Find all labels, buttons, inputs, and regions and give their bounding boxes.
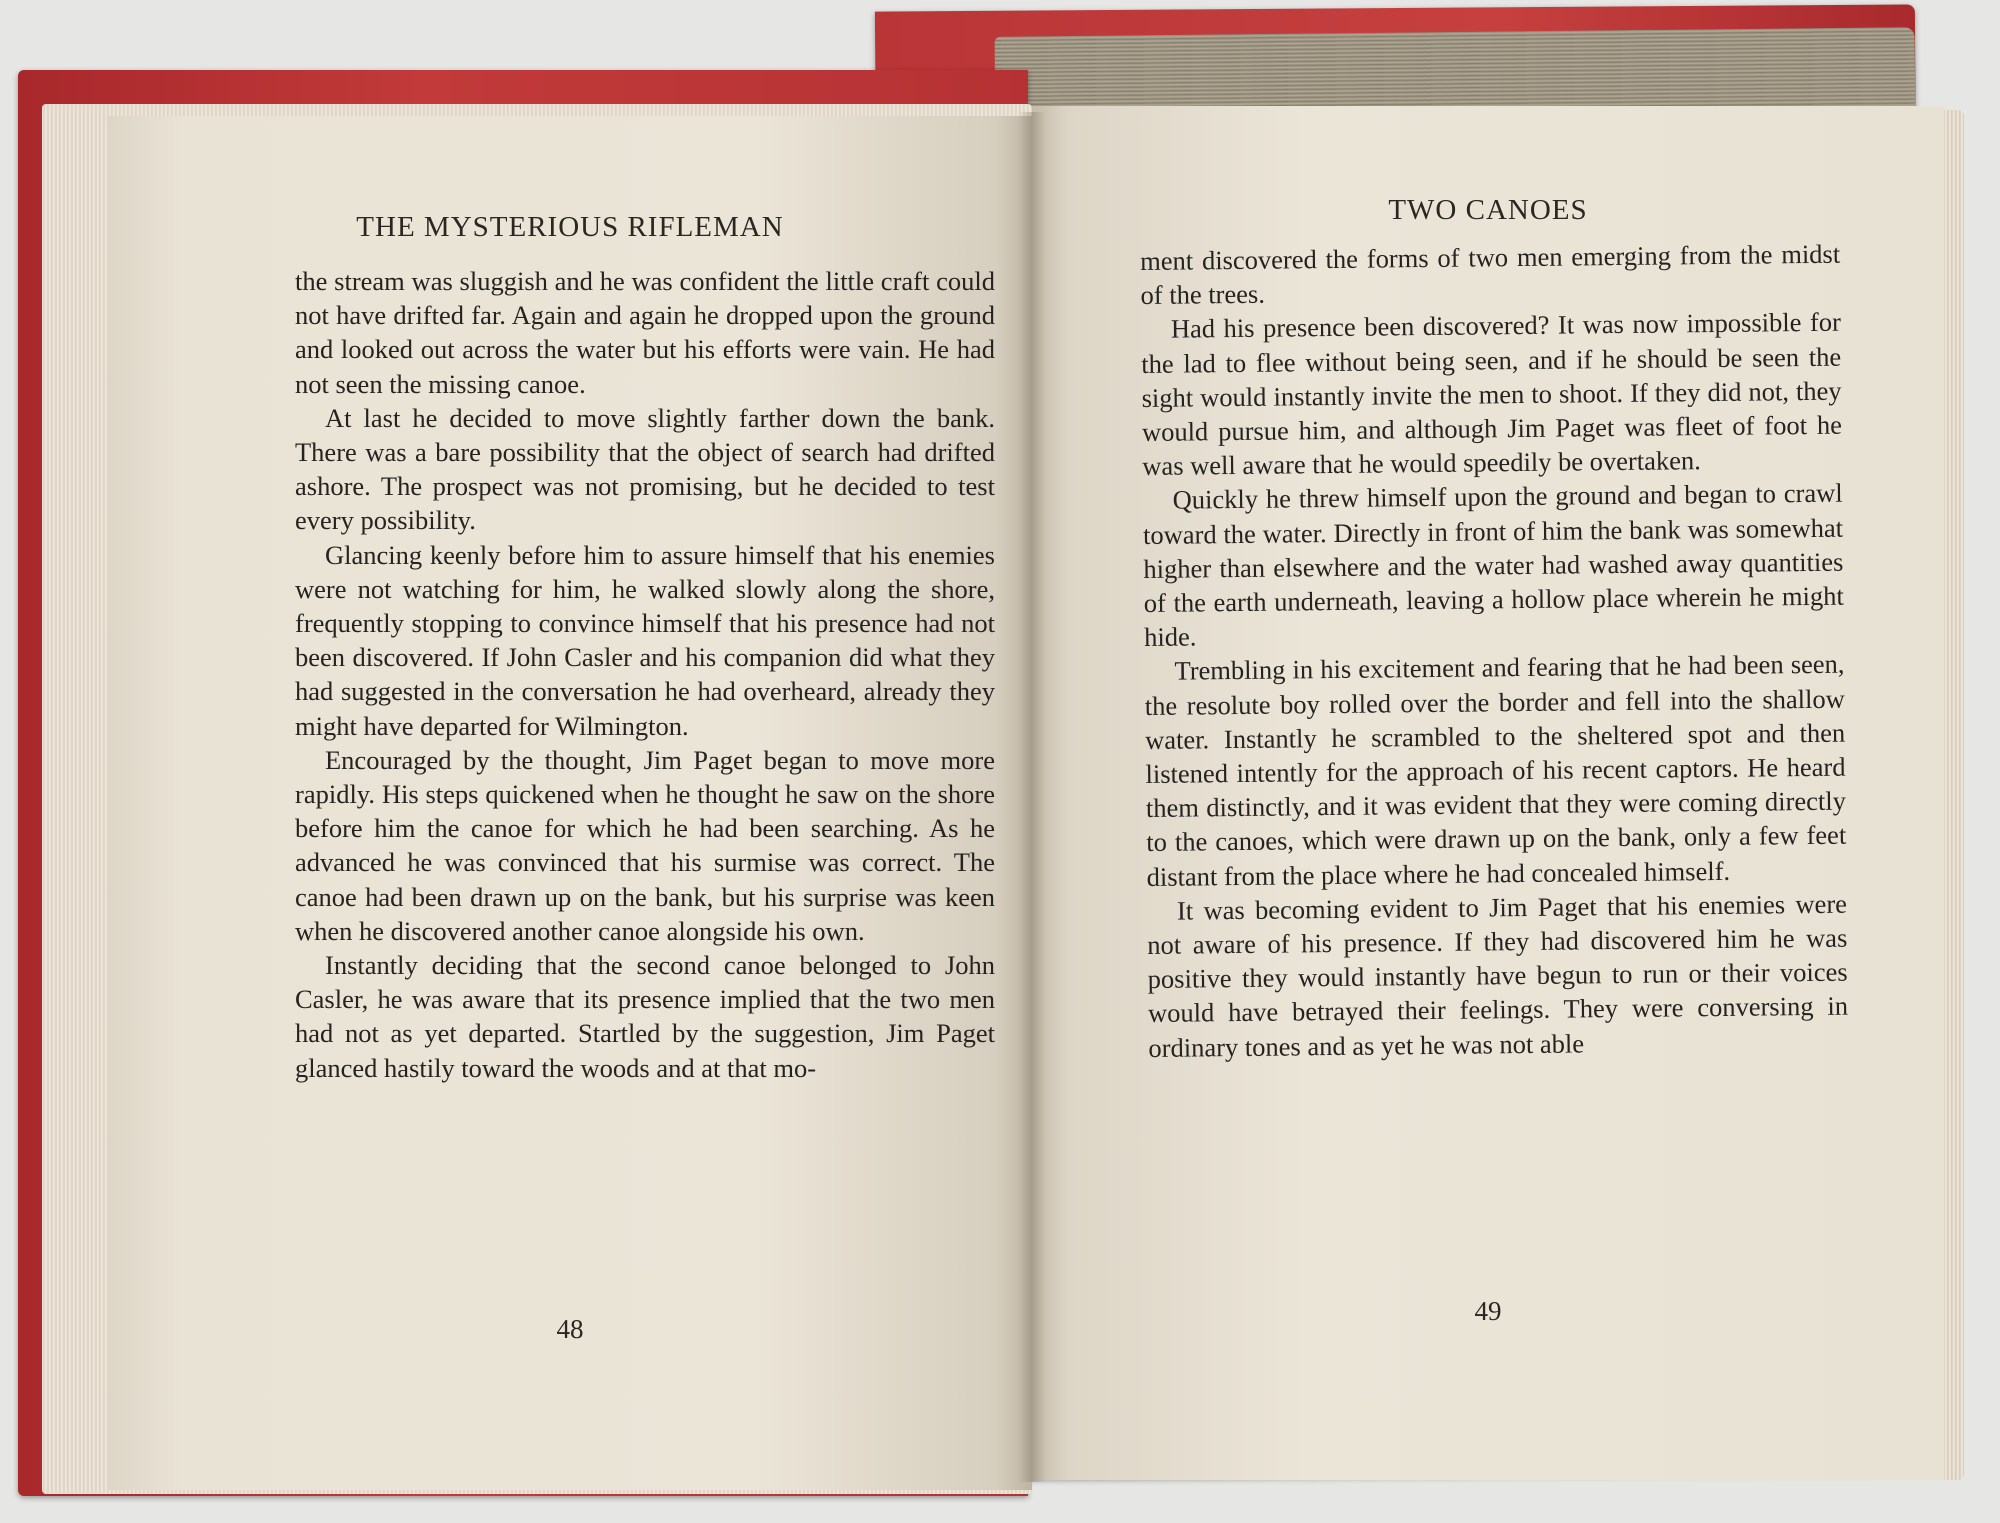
left-running-head: THE MYSTERIOUS RIFLEMAN xyxy=(356,211,784,243)
paragraph: Encouraged by the thought, Jim Paget began to move more rapidly. His steps quickened when he thought he saw on the shore before him the canoe for which he had been searching. As he advanced he was convinced that his surmise was correct. The canoe had been drawn up on the bank, but his surprise was keen when he discovered another canoe alongside his own. xyxy=(295,744,995,946)
right-page-number: 49 xyxy=(1474,1296,1502,1326)
paragraph: Instantly deciding that the second canoe belonged to John Casler, he was aware that its presence implied that the two men had not as yet departed. Startled by the suggestion, Jim Paget glanced hastily toward the woods and at that mo- xyxy=(295,950,995,1083)
paragraph: At last he decided to move slightly farther down the bank. There was a bare possibility that the object of search had drifted ashore. The prospect was not promising, but he decided to test every possibility. xyxy=(295,402,995,536)
right-text-block xyxy=(1140,237,1849,1065)
book-gutter xyxy=(1018,112,1046,1482)
paragraph: Had his presence been discovered? It was now impossible for the lad to flee without being seen, and if he should be seen the sight would instantly invite the men to shoot. If they did not, they would pursue him, and although Jim Paget was fleet of foot he was well aware that he would speedily be overtaken. xyxy=(1141,307,1843,482)
paragraph: the stream was sluggish and he was confident the little craft could not have drifted far. Again and again he dropped upon the ground and looked out across the water but his efforts were vain. He had not seen the missing canoe. xyxy=(295,266,995,399)
left-text-block xyxy=(295,264,995,1085)
paragraph: Glancing keenly before him to assure himself that his enemies were not watching for him, he walked slowly along the shore, frequently stopping to convince himself that his presence had not been discovered. If John Casler and his companion did what they had suggested in the conversation he had overheard, already they might have departed for Wilmington. xyxy=(295,539,995,741)
right-page xyxy=(1032,106,1944,1480)
left-page-number: 48 xyxy=(556,1314,584,1344)
paragraph: ment discovered the forms of two men emerging from the midst of the trees. xyxy=(1140,238,1841,311)
paragraph: Quickly he threw himself upon the ground and began to crawl toward the water. Directly in front of him the bank was somewhat higher than elsewhere and the water had washed away quantities of the earth underneath, leaving a hollow place wherein he might hide. xyxy=(1142,478,1844,653)
right-running-head: TWO CANOES xyxy=(1388,194,1588,226)
left-page xyxy=(108,116,1032,1490)
paragraph: It was becoming evident to Jim Paget that his enemies were not aware of his presence. If they had discovered him he was positive they would instantly have begun to run or their voices would have betrayed their feelings. They were conversing in ordinary tones and as yet he was not able xyxy=(1147,888,1849,1063)
paragraph: Trembling in his excitement and fearing that he had been seen, the resolute boy rolled over the border and fell into the shallow water. Instantly he scrambled to the sheltered spot and then listened intently for the approach of his recent captors. He heard them distinctly, and it was evident that they were coming directly to the canoes, which were drawn up on the bank, only a few feet distant from the place where he had concealed himself. xyxy=(1144,649,1847,892)
